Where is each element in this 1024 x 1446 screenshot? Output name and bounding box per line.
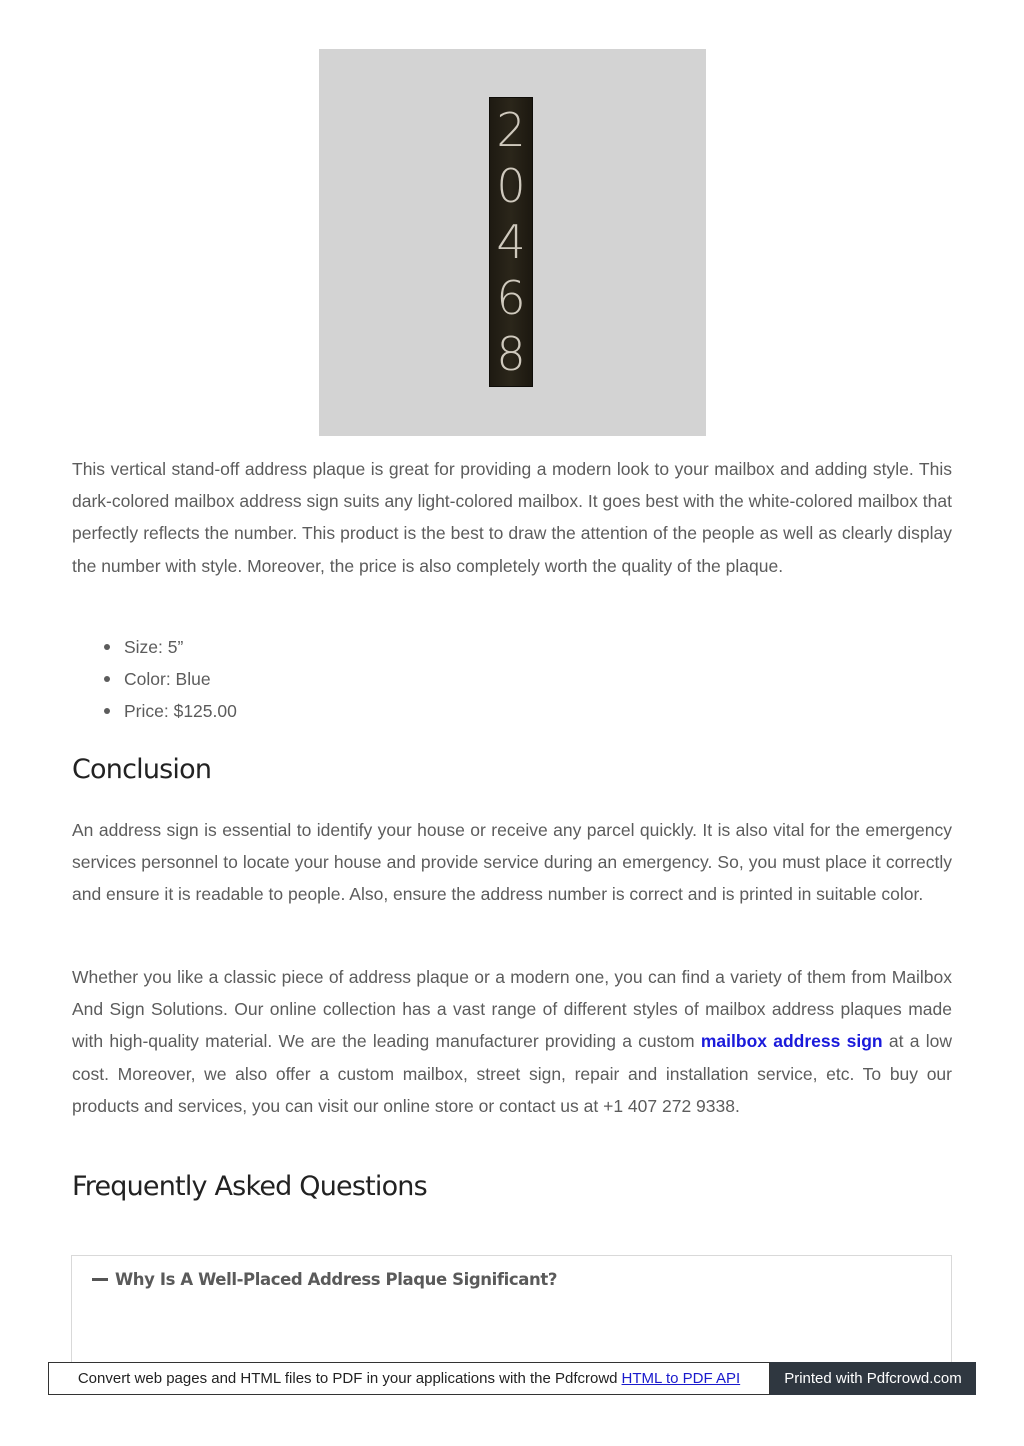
address-plaque [489,97,533,387]
spec-list [72,631,237,728]
faq-heading: Frequently Asked Questions [72,1171,427,1202]
mailbox-address-sign-link[interactable]: mailbox address sign [700,1031,883,1052]
conclusion-paragraph-2 [72,961,952,1122]
pdf-footer [48,1362,976,1395]
product-image [319,49,706,436]
faq-question-toggle[interactable] [92,1270,557,1289]
paragraph-text: at a low cost. Moreover, we also offer a custom mailbox, street sign, repair and installation service, etc. To buy our products and services, you can visit our online store or contact us at +1 407 272 9338. [72,1031,952,1116]
spec-size: Size: 5” [124,631,237,663]
plaque-digit: 8 [496,327,526,381]
plaque-digit: 2 [496,103,526,157]
plaque-digits [490,102,532,382]
spec-price: Price: $125.00 [124,695,237,727]
plaque-digit: 6 [496,271,526,325]
spec-color: Color: Blue [124,663,237,695]
paragraph-text: Whether you like a classic piece of address plaque or a modern one, you can find a variety of them from Mailbox And Sign Solutions. Our online collection has a vast range of different styles of mailbox address plaques made with high-quality material. We are the leading manufacturer providing a custom [72,967,952,1052]
pdf-footer-printed-with[interactable]: Printed with Pdfcrowd.com [770,1362,976,1395]
minus-icon[interactable] [92,1278,108,1281]
faq-question-text[interactable]: Why Is A Well-Placed Address Plaque Significant? [115,1270,558,1289]
product-description: This vertical stand-off address plaque is great for providing a modern look to your mailbox and adding style. This dark-colored mailbox address sign suits any light-colored mailbox. It goes best with the white-colored mailbox that perfectly reflects the number. This product is the best to draw the attention of the people as well as clearly display the number with style. Moreover, the price is also completely worth the quality of the plaque. [72,459,952,576]
conclusion-paragraph-1: An address sign is essential to identify your house or receive any parcel quickly. It is also vital for the emergency services personnel to locate your house and provide service during an emergency. So, you must place it correctly and ensure it is readable to people. Also, ensure the address number is correct and is printed in suitable color. [72,820,952,905]
conclusion-heading: Conclusion [72,754,212,785]
faq-accordion [71,1255,952,1375]
html-to-pdf-api-link[interactable]: HTML to PDF API [621,1370,741,1387]
plaque-digit: 0 [496,159,526,213]
pdf-footer-text: Convert web pages and HTML files to PDF in your applications with the Pdfcrowd [77,1370,618,1387]
pdf-footer-promo [48,1362,770,1395]
plaque-digit: 4 [496,215,526,269]
